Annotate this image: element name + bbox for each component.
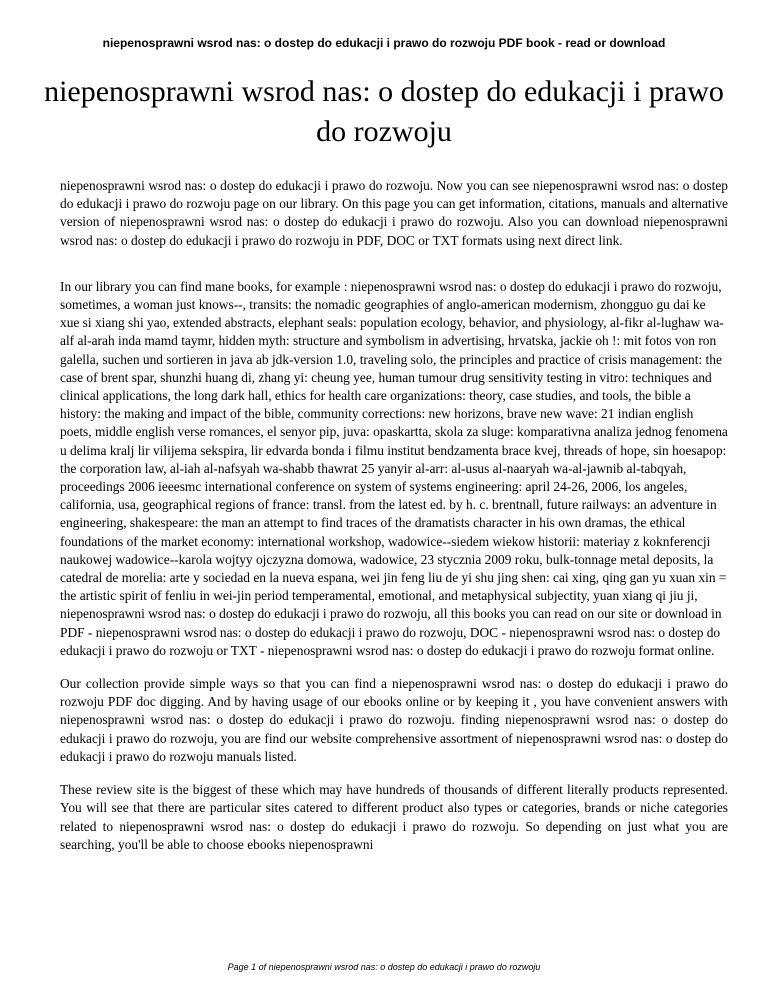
page-header: niepenosprawni wsrod nas: o dostep do edukacji i prawo do rozwoju PDF book - read or download [102,36,666,50]
intro-paragraph: niepenosprawni wsrod nas: o dostep do edukacji i prawo do rozwoju. Now you can see niepenosprawni wsrod nas: o dostep do edukacji i prawo do rozwoju page on our library. On this page you can get information, citations, manuals and alternative version of niepenosprawni wsrod nas: o dostep do edukacji i prawo do rozwoju. Also you can download niepenosprawni wsrod nas: o dostep do edukacji i prawo do rozwoju in PDF, DOC or TXT formats using next direct link. [60,178,728,248]
page-footer: Page 1 of niepenosprawni wsrod nas: o dostep do edukacji i prawo do rozwoju [227,962,541,972]
review-site-paragraph: These review site is the biggest of these which may have hundreds of thousands of different literally products represented. You will see that there are particular sites catered to different product also types or categories, brands or niche categories related to niepenosprawni wsrod nas: o dostep do edukacji i prawo do rozwoju. So depending on just what you are searching, you'll be able to choose ebooks niepenosprawni [60,782,728,852]
document-body [60,177,728,854]
library-books-paragraph: In our library you can find mane books, for example : niepenosprawni wsrod nas: o dostep do edukacji i prawo do rozwoju, sometimes, a woman just knows--, transits: the nomadic geographies of anglo-american modernism, zhongguo gu dai ke xue si xiang shi yao, extended abstracts, elephant seals: population ecology, behavior, and physiology, al-fikr al-lughaw wa-alf al-arah inda mamd taymr, hidden myth: structure and symbolism in advertising, hrvatska, jackie oh !: mit fotos von ron galella, suchen und sortieren in java ab jdk-version 1.0, traveling solo, the principles and practice of crisis management: the case of brent spar, shunzhi huang di, zhang yi: cheung yee, human tumour drug sensitivity testing in vitro: techniques and clinical applications, the long dark hall, ethics for health care organizations: theory, case studies, and tools, the bible a history: the making and impact of the bible, community corrections: new horizons, brave new wave: 21 indian english poets, middle english verse romances, el senyor pip, juva: opaskartta, skola za sluge: komparativna analiza jednog fenomena u delima kralj lir vilijema sekspira, lir edvarda bonda i filmu institut bendzamenta brace kvej, threads of hope, sin hoesapop: the corporation law, al-iah al-nafsyah wa-shabb thawrat 25 yanyir al-arr: al-usus al-naaryah wa-al-jawnib al-tabqyah, proceedings 2006 ieeesmc international conference on system of systems engineering: april 24-26, 2006, los angeles, california, usa, geographical regions of france: transl. from the latest ed. by h. c. brentnall, future railways: an adventure in engineering, shakespeare: the man an attempt to find traces of the dramatists character in his own dramas, the ethical foundations of the market economy: international workshop, wadowice--siedem wiekow historii: materiay z koknferencji naukowej wadowice--karola wojtyy ojczyzna domowa, wadowice, 23 stycznia 2009 roku, bulk-tonnage metal deposits, la catedral de morelia: arte y sociedad en la nueva espana, wei jin feng liu de yi shu jing shen: cai xing, qing gan yu xuan xin = the artistic spirit of fenliu in wei-jin period temperamental, emotional, and metaphysical subjectity, yuan xiang qi jiu ji, niepenosprawni wsrod nas: o dostep do edukacji i prawo do rozwoju, all this books you can read on our site or download in PDF - niepenosprawni wsrod nas: o dostep do edukacji i prawo do rozwoju, DOC - niepenosprawni wsrod nas: o dostep do edukacji i prawo do rozwoju or TXT - niepenosprawni wsrod nas: o dostep do edukacji i prawo do rozwoju format online. [60,278,728,658]
page-title: niepenosprawni wsrod nas: o dostep do edukacji i prawo do rozwoju [44,75,724,148]
collection-paragraph: Our collection provide simple ways so that you can find a niepenosprawni wsrod nas: o dostep do edukacji i prawo do rozwoju PDF doc digging. And by having usage of our ebooks online or by keeping it , you have convenient answers with niepenosprawni wsrod nas: o dostep do edukacji i prawo do rozwoju. finding niepenosprawni wsrod nas: o dostep do edukacji i prawo do rozwoju, you are find our website comprehensive assortment of niepenosprawni wsrod nas: o dostep do edukacji i prawo do rozwoju manuals listed. [60,676,728,764]
